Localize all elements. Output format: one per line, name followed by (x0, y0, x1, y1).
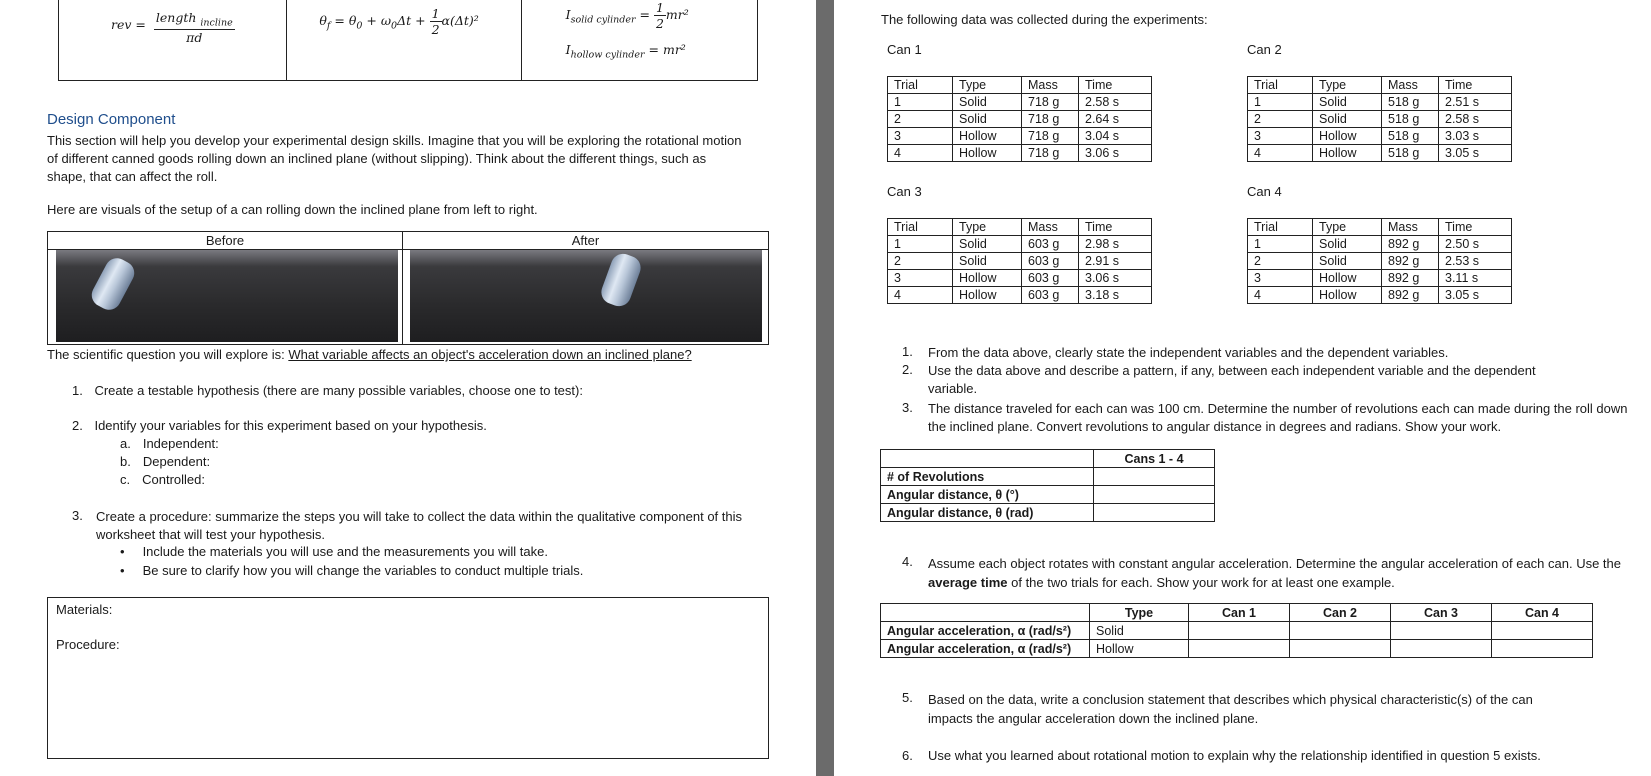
table-row (1248, 145, 1512, 162)
theta-symbol: θ (319, 13, 327, 28)
inertia-solid-sub: solid cylinder (570, 14, 636, 26)
answer-cell[interactable] (1492, 640, 1593, 658)
question-text: What variable affects an object's acceleration down an inclined plane? (288, 347, 692, 362)
inertia-solid-frac-den: 2 (655, 16, 664, 31)
acc-row-type: Solid (1090, 622, 1189, 640)
acc-header-type: Type (1090, 604, 1189, 622)
cell: 2.50 s (1439, 236, 1512, 253)
header-trial: Trial (1248, 77, 1313, 94)
left-item-1-num: 1. (72, 383, 83, 398)
after-photo (410, 250, 762, 342)
table-row (1248, 270, 1512, 287)
table-row (881, 468, 1215, 486)
can1-table (887, 76, 1152, 162)
rev-num: length (155, 10, 197, 25)
cell: 3.11 s (1439, 270, 1512, 287)
table-row (1248, 111, 1512, 128)
table-row (888, 145, 1152, 162)
visuals-text: Here are visuals of the setup of a can rolling down the inclined plane from left to right. (47, 202, 538, 217)
table-row (1248, 128, 1512, 145)
bullet-dot-icon: • (120, 544, 125, 559)
cell: 3.05 s (1439, 287, 1512, 304)
rev-den: πd (186, 29, 203, 45)
theta-omega: + ω (362, 13, 392, 28)
header-type: Type (1313, 77, 1382, 94)
acc-row-label: Angular acceleration, α (rad/s²) (881, 622, 1090, 640)
cell: 892 g (1382, 253, 1439, 270)
cell: 718 g (1022, 94, 1079, 111)
answer-cell[interactable] (1290, 622, 1391, 640)
bullet-2 (120, 563, 583, 578)
cell: Solid (953, 253, 1022, 270)
q3-text: The distance traveled for each can was 100 cm. Determine the number of revolutions each can made during the roll down the inclined plane. Convert revolutions to angular distance in degrees and radians. Show your work. (928, 401, 1628, 434)
can3-table (887, 218, 1152, 304)
table-row (1248, 287, 1512, 304)
cell: 3.06 s (1079, 145, 1152, 162)
subitem-a-letter: a. (120, 436, 131, 451)
omega-sub-0: 0 (391, 20, 398, 32)
cell: 892 g (1382, 270, 1439, 287)
cell: 1 (1248, 236, 1313, 253)
table-row (881, 622, 1593, 640)
header-time: Time (1079, 77, 1152, 94)
formula-cell-theta (287, 0, 521, 80)
cell: 3 (1248, 270, 1313, 287)
can4-table (1247, 218, 1512, 304)
header-trial: Trial (888, 77, 953, 94)
cell: Hollow (953, 128, 1022, 145)
bullet-1 (120, 544, 548, 559)
formula-cell-rev (59, 0, 287, 80)
cell: 3.05 s (1439, 145, 1512, 162)
can-after-image (598, 250, 644, 309)
procedure-box[interactable] (47, 597, 769, 759)
header-time: Time (1079, 219, 1152, 236)
acc-header-can3: Can 3 (1391, 604, 1492, 622)
answer-cell[interactable] (1391, 640, 1492, 658)
table-row (888, 236, 1152, 253)
header-type: Type (1313, 219, 1382, 236)
bullet-dot-icon: • (120, 563, 125, 578)
inertia-solid-frac-num: 1 (655, 0, 664, 15)
cell: 718 g (1022, 145, 1079, 162)
can4-title: Can 4 (1247, 184, 1282, 199)
bullet-1-text: Include the materials you will use and the measurements you will take. (142, 544, 548, 559)
cell: 2.58 s (1079, 94, 1152, 111)
cell: 518 g (1382, 128, 1439, 145)
cell: 718 g (1022, 111, 1079, 128)
table-row (888, 94, 1152, 111)
acc-header-can1: Can 1 (1189, 604, 1290, 622)
q6-text: Use what you learned about rotational motion to explain why the relationship identified in question 5 exists. (928, 748, 1541, 763)
q1-num: 1. (902, 344, 913, 359)
left-item-2 (72, 418, 487, 433)
cell: Solid (953, 94, 1022, 111)
design-intro: This section will help you develop your experimental design skills. Imagine that you will be exploring the rotational motion of different canned goods rolling down an inclined plane (without slipping). Think about the different things, such as shape, that can affect the roll. (47, 133, 742, 184)
acc-header-can2: Can 2 (1290, 604, 1391, 622)
before-photo (56, 250, 398, 342)
answer-cell[interactable] (1492, 622, 1593, 640)
header-time: Time (1439, 219, 1512, 236)
table-row (1248, 236, 1512, 253)
answer-cell[interactable] (1391, 622, 1492, 640)
cell: 3 (888, 128, 953, 145)
cell: 518 g (1382, 145, 1439, 162)
left-item-3-num: 3. (72, 508, 83, 523)
theta-dt: Δt + (397, 13, 430, 28)
subitem-c-letter: c. (120, 472, 131, 487)
subitem-b-text: Dependent: (142, 454, 211, 469)
cell: 2 (1248, 111, 1313, 128)
rev-fraction (154, 10, 235, 45)
cell: 3.18 s (1079, 287, 1152, 304)
cell: 2 (1248, 253, 1313, 270)
theta-sub-0: 0 (356, 20, 363, 32)
inertia-hollow-eq: = mr² (644, 42, 686, 57)
cell: 2 (888, 253, 953, 270)
left-item-2-num: 2. (72, 418, 83, 433)
cell: Hollow (953, 287, 1022, 304)
answer-cell[interactable] (1189, 622, 1290, 640)
answer-cell[interactable] (1189, 640, 1290, 658)
cell: 2.64 s (1079, 111, 1152, 128)
answer-cell[interactable] (1094, 486, 1215, 504)
q4-bold: average time (928, 575, 1008, 590)
theta-sub-f: f (326, 20, 331, 32)
theta-mid: = θ (330, 13, 357, 28)
before-label: Before (48, 232, 403, 250)
answer-cell[interactable] (1290, 640, 1391, 658)
left-page (0, 0, 816, 776)
rev-table-corner (881, 450, 1094, 468)
subitem-b-letter: b. (120, 454, 131, 469)
half-num: 1 (431, 6, 440, 21)
inertia-solid-tail: mr² (665, 7, 689, 22)
inertia-hollow-label: I (565, 42, 571, 57)
q4-text (928, 554, 1638, 592)
cell: 1 (888, 236, 953, 253)
q4-text-a: Assume each object rotates with constant angular acceleration. Determine the angular acceleration of each can. Use the (928, 556, 1622, 571)
rev-table-header: Cans 1 - 4 (1094, 450, 1215, 468)
table-row (888, 111, 1152, 128)
page-gap (816, 0, 834, 776)
acc-row-type: Hollow (1090, 640, 1189, 658)
data-intro: The following data was collected during the experiments: (881, 12, 1208, 27)
q4-text-b: of the two trials for each. Show your work for at least one example. (1007, 575, 1395, 590)
header-trial: Trial (1248, 219, 1313, 236)
cell: 603 g (1022, 270, 1079, 287)
cell: 2.51 s (1439, 94, 1512, 111)
cell: Solid (1313, 236, 1382, 253)
acc-table-corner (881, 604, 1090, 622)
cell: Hollow (953, 145, 1022, 162)
can2-title: Can 2 (1247, 42, 1282, 57)
table-row (881, 504, 1215, 522)
subitem-c (120, 472, 205, 487)
inertia-hollow-sub: hollow cylinder (570, 49, 645, 61)
table-row (888, 253, 1152, 270)
rev-num-sub: incline (200, 17, 233, 29)
cell: Hollow (1313, 128, 1382, 145)
cell: 3.03 s (1439, 128, 1512, 145)
header-trial: Trial (888, 219, 953, 236)
cell: Solid (1313, 94, 1382, 111)
cell: 4 (1248, 287, 1313, 304)
acceleration-table (880, 603, 1593, 658)
question-prefix: The scientific question you will explore is: (47, 347, 289, 362)
table-row (888, 270, 1152, 287)
after-label: After (403, 232, 768, 250)
cell: 518 g (1382, 94, 1439, 111)
q5-text: Based on the data, write a conclusion statement that describes which physical characteristic(s) of the can impacts the angular acceleration down the inclined plane. (928, 692, 1533, 726)
cell: Solid (1313, 253, 1382, 270)
cell: Solid (953, 111, 1022, 128)
can1-title: Can 1 (887, 42, 922, 57)
can3-title: Can 3 (887, 184, 922, 199)
inertia-solid-frac (654, 0, 666, 31)
table-row (888, 287, 1152, 304)
cell: 603 g (1022, 287, 1079, 304)
materials-label: Materials: (56, 602, 113, 617)
can2-table (1247, 76, 1512, 162)
cell: 2.53 s (1439, 253, 1512, 270)
cell: 3 (888, 270, 953, 287)
answer-cell[interactable] (1094, 468, 1215, 486)
q2-num: 2. (902, 362, 913, 377)
inertia-solid-label: I (565, 7, 571, 22)
cell: 892 g (1382, 287, 1439, 304)
revolutions-table (880, 449, 1215, 522)
left-item-1-text: Create a testable hypothesis (there are many possible variables, choose one to test): (94, 383, 583, 398)
header-mass: Mass (1382, 219, 1439, 236)
q5-num: 5. (902, 690, 913, 705)
cell: 4 (1248, 145, 1313, 162)
half-fraction (430, 6, 442, 37)
half-den: 2 (431, 22, 440, 37)
table-row (888, 128, 1152, 145)
acc-row-label: Angular acceleration, α (rad/s²) (881, 640, 1090, 658)
rev-row-label: Angular distance, θ (rad) (881, 504, 1094, 522)
cell: Hollow (1313, 145, 1382, 162)
answer-cell[interactable] (1094, 504, 1215, 522)
cell: 2 (888, 111, 953, 128)
cell: 603 g (1022, 236, 1079, 253)
scientific-question (47, 347, 692, 362)
procedure-label: Procedure: (56, 637, 120, 652)
cell: 518 g (1382, 111, 1439, 128)
formula-table (58, 0, 758, 81)
cell: 3.04 s (1079, 128, 1152, 145)
theta-tail: α(Δt)² (441, 13, 479, 28)
q4-num: 4. (902, 554, 913, 569)
cell: 4 (888, 287, 953, 304)
left-item-1 (72, 383, 583, 398)
cell: 4 (888, 145, 953, 162)
cell: Hollow (1313, 287, 1382, 304)
inertia-solid-eq: = (635, 7, 654, 22)
design-component-heading: Design Component (47, 111, 176, 128)
cell: 2.91 s (1079, 253, 1152, 270)
cell: 2.98 s (1079, 236, 1152, 253)
cell: 892 g (1382, 236, 1439, 253)
rev-lhs: rev = (111, 16, 146, 32)
rev-row-label: Angular distance, θ (°) (881, 486, 1094, 504)
cell: Hollow (1313, 270, 1382, 287)
cell: 603 g (1022, 253, 1079, 270)
subitem-a (120, 436, 219, 451)
left-item-2-text: Identify your variables for this experiment based on your hypothesis. (94, 418, 487, 433)
table-row (1248, 94, 1512, 111)
header-mass: Mass (1022, 219, 1079, 236)
cell: 2.58 s (1439, 111, 1512, 128)
rev-row-label: # of Revolutions (881, 468, 1094, 486)
q1-text: From the data above, clearly state the independent variables and the dependent variables. (928, 345, 1449, 360)
table-row (881, 486, 1215, 504)
bullet-2-text: Be sure to clarify how you will change the variables to conduct multiple trials. (142, 563, 584, 578)
header-mass: Mass (1022, 77, 1079, 94)
table-row (881, 640, 1593, 658)
cell: 3.06 s (1079, 270, 1152, 287)
formula-cell-inertia (522, 0, 757, 80)
header-mass: Mass (1382, 77, 1439, 94)
subitem-c-text: Controlled: (142, 472, 205, 487)
header-time: Time (1439, 77, 1512, 94)
right-page (834, 0, 1651, 776)
cell: 1 (1248, 94, 1313, 111)
subitem-a-text: Independent: (142, 436, 219, 451)
cell: Solid (953, 236, 1022, 253)
header-type: Type (953, 219, 1022, 236)
q2-text: Use the data above and describe a pattern, if any, between each independent variable and the dependent variable. (928, 363, 1536, 396)
subitem-b (120, 454, 210, 469)
acc-header-can4: Can 4 (1492, 604, 1593, 622)
table-row (1248, 253, 1512, 270)
cell: Hollow (953, 270, 1022, 287)
left-item-3-text: Create a procedure: summarize the steps you will take to collect the data within the qualitative component of this worksheet that will test your hypothesis. (96, 509, 743, 542)
photo-table (47, 231, 769, 345)
cell: 1 (888, 94, 953, 111)
cell: 718 g (1022, 128, 1079, 145)
cell: Solid (1313, 111, 1382, 128)
can-before-image (88, 254, 139, 314)
q3-num: 3. (902, 400, 913, 415)
cell: 3 (1248, 128, 1313, 145)
header-type: Type (953, 77, 1022, 94)
q6-num: 6. (902, 748, 913, 763)
